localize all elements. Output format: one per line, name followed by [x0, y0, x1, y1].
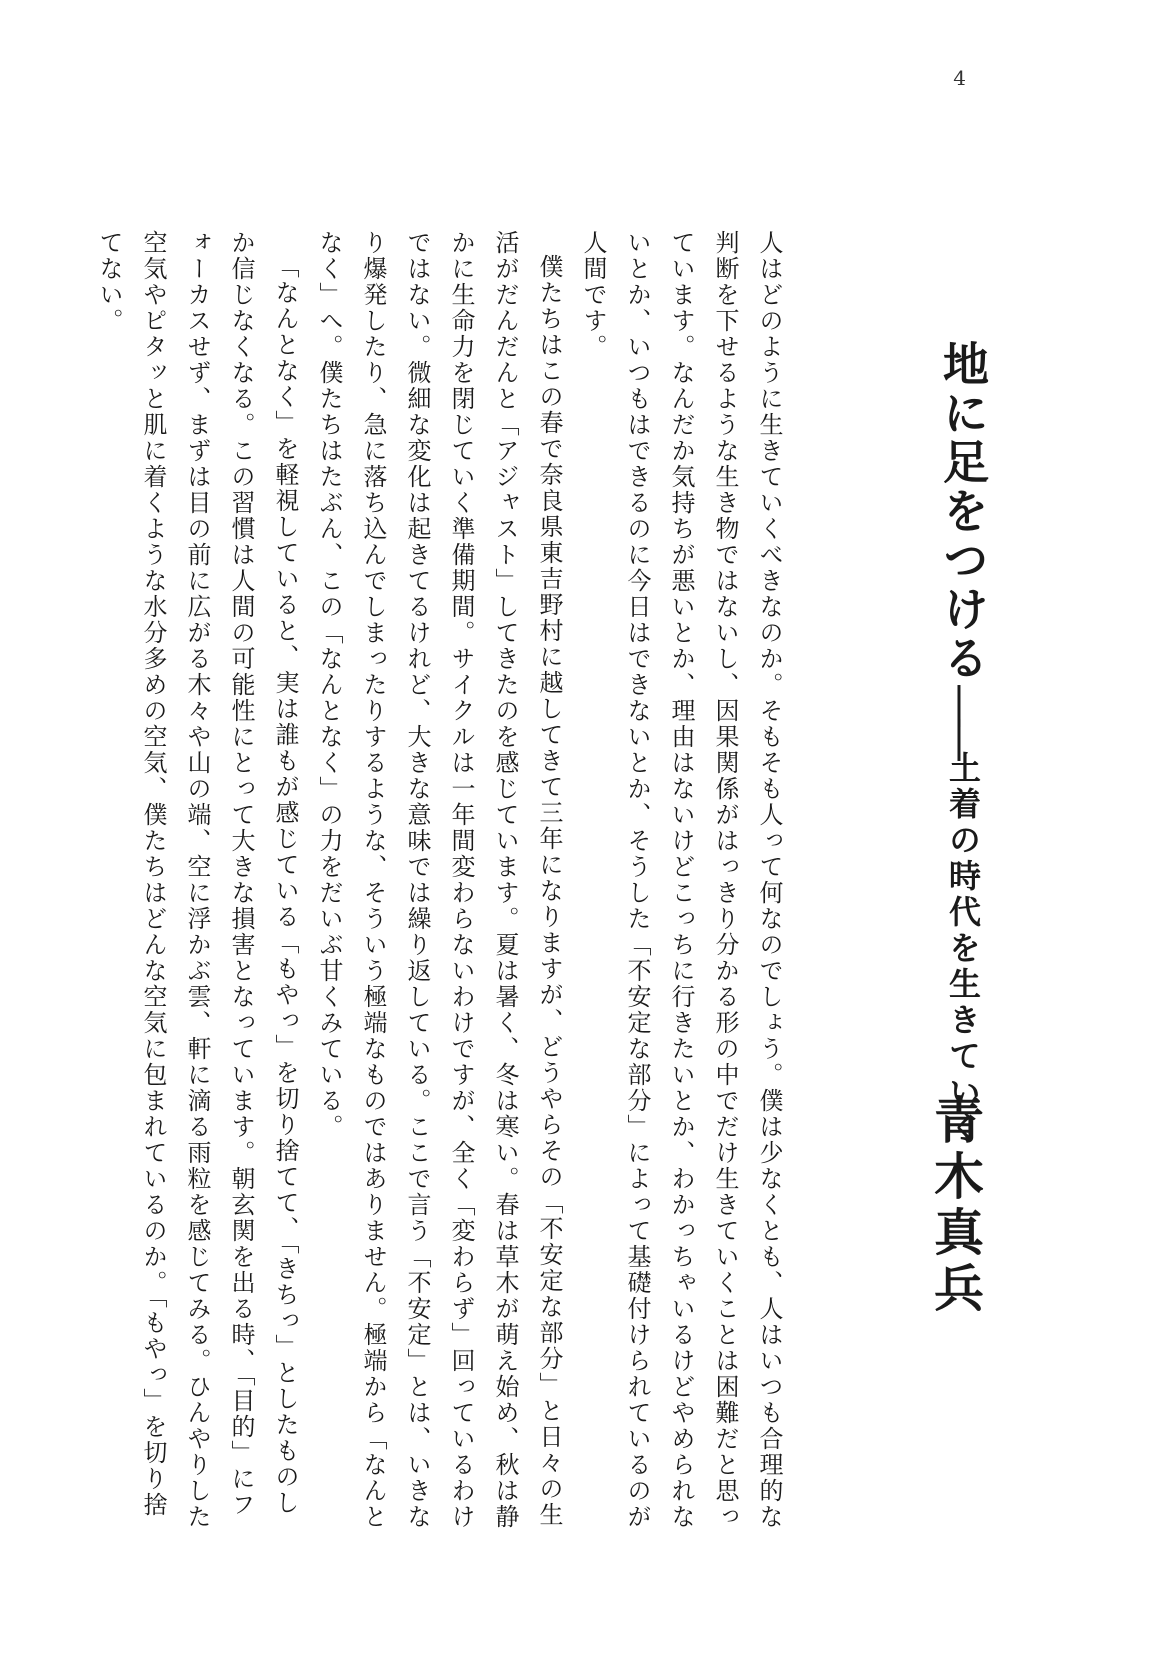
chapter-title [936, 340, 990, 1147]
paragraph: 僕たちはこの春で奈良県東吉野村に越してきて三年になりますが、どうやらその「不安定な部分」と日々の生活がだんだんと「アジャスト」してきたのを感じています。夏は暑く、冬は寒い。春は草木が萌え始め、秋は静かに生命力を閉じていく準備期間。サイクルは一年間変わらないわけですが、全く「変わらず」回っているわけではない。微細な変化は起きてるけれど、大きな意味では繰り返している。ここで言う「不安定」とは、いきなり爆発したり、急に落ち込んでしまったりするような、そういう極端なものではありません。極端から「なんとなく」へ。僕たちはたぶん、この「なんとなく」の力をだいぶ甘くみている。 [315, 230, 563, 1530]
title-main: 地に足をつける [936, 340, 990, 683]
paragraph: 「なんとなく」を軽視していると、実は誰もが感じている「もやっ」を切り捨てて、「きちっ」としたものしか信じなくなる。この習慣は人間の可能性にとって大きな損害となっています。朝玄関を出る時、「目的」にフォーカスせず、まずは目の前に広がる木々や山の端、空に浮かぶ雲、軒に滴る雨粒を感じてみる。ひんやりした空気やピタッと肌に着くような水分多めの空気、僕たちはどんな空気に包まれているのか。「もやっ」を切り捨てない。 [95, 230, 299, 1530]
page-number: 4 [953, 66, 966, 90]
author-name: 青木真兵 [926, 1094, 985, 1318]
title-dash: —— [936, 683, 990, 751]
paragraph: 人はどのように生きていくべきなのか。そもそも人って何なのでしょう。僕は少なくとも、人はいつも合理的な判断を下せるような生き物ではないし、因果関係がはっきり分かる形の中でだけ生きていくことは困難だと思っています。なんだか気持ちが悪いとか、理由はないけどこっちに行きたいとか、わかっちゃいるけどやめられないとか、いつもはできるのに今日はできないとか、そうした「不安定な部分」によって基礎付けられているのが人間です。 [579, 230, 783, 1530]
body-text [87, 230, 791, 1530]
title-subtitle: 土着の時代を生きていく [944, 751, 982, 1147]
